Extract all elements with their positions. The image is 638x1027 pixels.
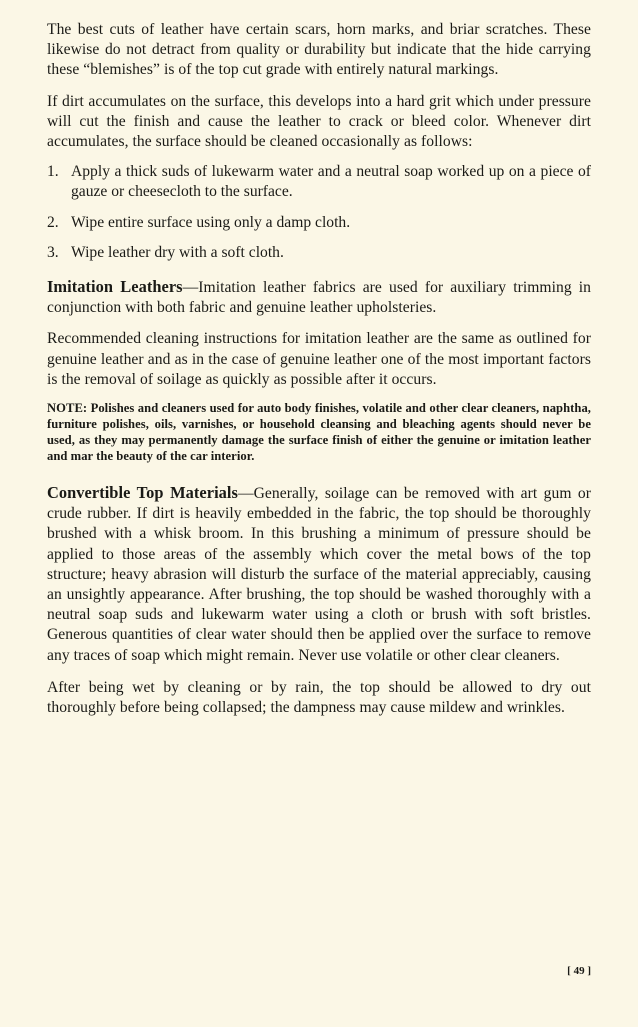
list-item xyxy=(47,162,591,202)
cleaning-steps-list xyxy=(47,162,591,263)
step-number: 1. xyxy=(47,163,59,181)
section-text: Generally, soilage can be removed with art gum or crude rubber. If dirt is heavily embedded in the fabric, the top should be thoroughly brushed with a whisk broom. In this brushing a minimum of pressure should be applied to those areas of the assembly which cover the metal bows of the top structure; heavy abrasion will disturb the surface of the material appreciably, causing an unsightly appearance. After brushing, the top should be washed thoroughly with a neutral soap suds and lukewarm water using a cloth or brush with soft bristles. Generous quantities of clear water should then be applied over the surface to remove any traces of soap which might remain. Never use volatile or other clear cleaners. xyxy=(47,485,591,664)
em-dash: — xyxy=(182,279,199,297)
paragraph-dirt-accumulation: If dirt accumulates on the surface, this develops into a hard grit which under pressure will cut the finish and cause the leather to crack or bleed color. Whenever dirt accumulates, the surface should be cleaned occasionally as follows: xyxy=(47,92,591,151)
step-text: Wipe entire surface using only a damp cloth. xyxy=(71,213,351,231)
section-heading: Imitation Leathers xyxy=(47,277,183,297)
paragraph-recommended-cleaning: Recommended cleaning instructions for imitation leather are the same as outlined for genuine leather and as in the case of genuine leather one of the most important factors is the removal of soilage as quickly as possible after it occurs. xyxy=(47,330,591,388)
note-warning: NOTE: Polishes and cleaners used for auto body finishes, volatile and other clear cleaners, naphtha, furniture polishes, oils, varnishes, or household cleansing and bleaching agents should never be used, as they may permanently damage the surface finish of either the genuine or imitation leather and mar the beauty of the car interior. xyxy=(47,401,591,464)
step-number: 3. xyxy=(47,243,59,261)
paragraph-leather-blemishes: The best cuts of leather have certain scars, horn marks, and briar scratches. These likewise do not detract from quality or durability but indicate that the hide carrying these “blemishes” is of the top cut grade with entirely natural markings. xyxy=(47,21,591,79)
section-imitation-leathers xyxy=(47,277,591,318)
section-convertible-top xyxy=(47,483,591,666)
step-text: Apply a thick suds of lukewarm water and a neutral soap worked up on a piece of gauze or cheesecloth to the surface. xyxy=(71,163,591,201)
section-text: Imitation leather fabrics are used for auxiliary trimming in conjunction with both fabric and genuine leather upholsteries. xyxy=(47,279,591,317)
list-item xyxy=(47,243,591,263)
step-text: Wipe leather dry with a soft cloth. xyxy=(71,243,284,261)
page-number: [ 49 ] xyxy=(567,965,591,977)
step-number: 2. xyxy=(47,213,59,231)
section-heading: Convertible Top Materials xyxy=(47,483,238,503)
em-dash: — xyxy=(237,485,254,503)
paragraph-drying: After being wet by cleaning or by rain, the top should be allowed to dry out thoroughly before being collapsed; the dampness may cause mildew and wrinkles. xyxy=(47,678,591,717)
list-item xyxy=(47,213,591,233)
